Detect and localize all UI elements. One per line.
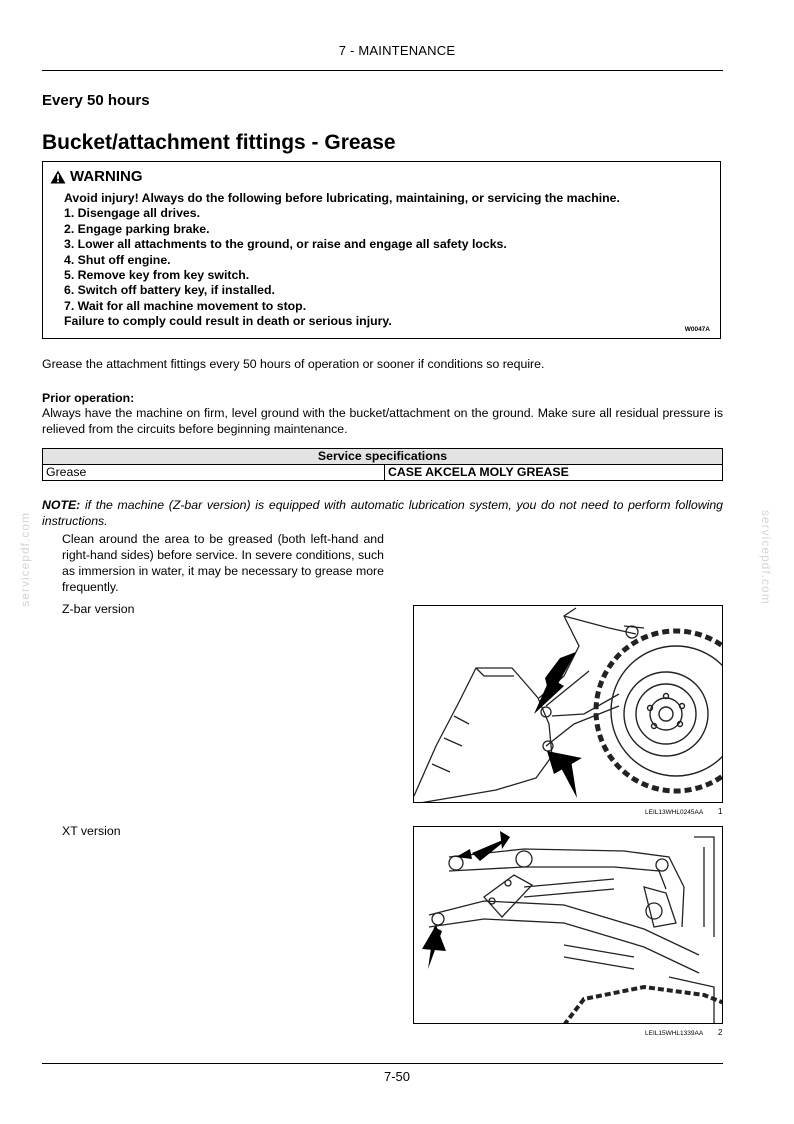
prior-operation-text: Always have the machine on firm, level ground with the bucket/attachment on the ground. Make sure all residual pressure is relieved from the circuits before beginning maintenance. xyxy=(42,406,723,436)
figure-code: LEIL15WHL1339AA xyxy=(645,1030,704,1037)
warning-triangle-icon xyxy=(50,170,66,184)
spec-value: CASE AKCELA MOLY GREASE xyxy=(385,465,723,481)
service-specifications-table xyxy=(42,448,723,481)
zbar-version-label: Z-bar version xyxy=(62,602,135,616)
figure-number: 2 xyxy=(718,1028,723,1037)
warning-heading xyxy=(50,168,143,185)
header-rule xyxy=(42,70,723,71)
xt-grease-points-figure xyxy=(413,826,723,1024)
page-title: Bucket/attachment fittings - Grease xyxy=(42,131,396,154)
cleaning-instructions: Clean around the area to be greased (both left-hand and right-hand sides) before service. In severe conditions, such as immersion in water, it may be necessary to grease more frequently. xyxy=(62,532,384,594)
figure-number: 1 xyxy=(718,807,723,816)
xt-version-label: XT version xyxy=(62,824,121,838)
note-label: NOTE: xyxy=(42,498,81,512)
warning-line: 6. Switch off battery key, if installed. xyxy=(64,283,275,298)
warning-line: 5. Remove key from key switch. xyxy=(64,268,250,283)
zbar-grease-points-figure xyxy=(413,605,723,803)
spec-table-header: Service specifications xyxy=(43,449,723,465)
footer-rule xyxy=(42,1063,723,1064)
loader-zbar-illustration xyxy=(414,606,723,803)
warning-code: W0047A xyxy=(684,326,710,333)
prior-operation-heading: Prior operation: xyxy=(42,391,135,405)
figure-code: LEIL13WHL0245AA xyxy=(645,809,704,816)
note xyxy=(42,497,723,529)
warning-line: Avoid injury! Always do the following before lubricating, maintaining, or servicing the machine. xyxy=(64,191,620,205)
section-header: 7 - MAINTENANCE xyxy=(338,43,456,58)
watermark-right: servicepdf.com xyxy=(759,510,773,605)
page-number: 7-50 xyxy=(383,1069,411,1084)
watermark-left: servicepdf.com xyxy=(18,512,32,607)
warning-line: 4. Shut off engine. xyxy=(64,252,171,267)
warning-line: 3. Lower all attachments to the ground, or raise and engage all safety locks. xyxy=(64,237,507,252)
arrow-icon xyxy=(534,652,576,714)
warning-line: 1. Disengage all drives. xyxy=(64,206,201,221)
warning-text xyxy=(64,191,620,330)
warning-box xyxy=(42,161,721,339)
warning-line: Failure to comply could result in death or serious injury. xyxy=(64,314,392,329)
table-row xyxy=(43,465,723,481)
spec-item: Grease xyxy=(43,465,385,481)
note-text: if the machine (Z-bar version) is equipped with automatic lubrication system, you do not need to perform following instructions. xyxy=(42,498,723,528)
intro-paragraph: Grease the attachment fittings every 50 hours of operation or sooner if conditions so require. xyxy=(42,357,545,371)
warning-line: 2. Engage parking brake. xyxy=(64,221,210,236)
arrow-icon xyxy=(456,831,510,861)
warning-heading-text: WARNING xyxy=(70,168,143,185)
warning-line: 7. Wait for all machine movement to stop. xyxy=(64,298,307,313)
maintenance-interval: Every 50 hours xyxy=(42,92,150,109)
loader-xt-illustration xyxy=(414,827,723,1024)
